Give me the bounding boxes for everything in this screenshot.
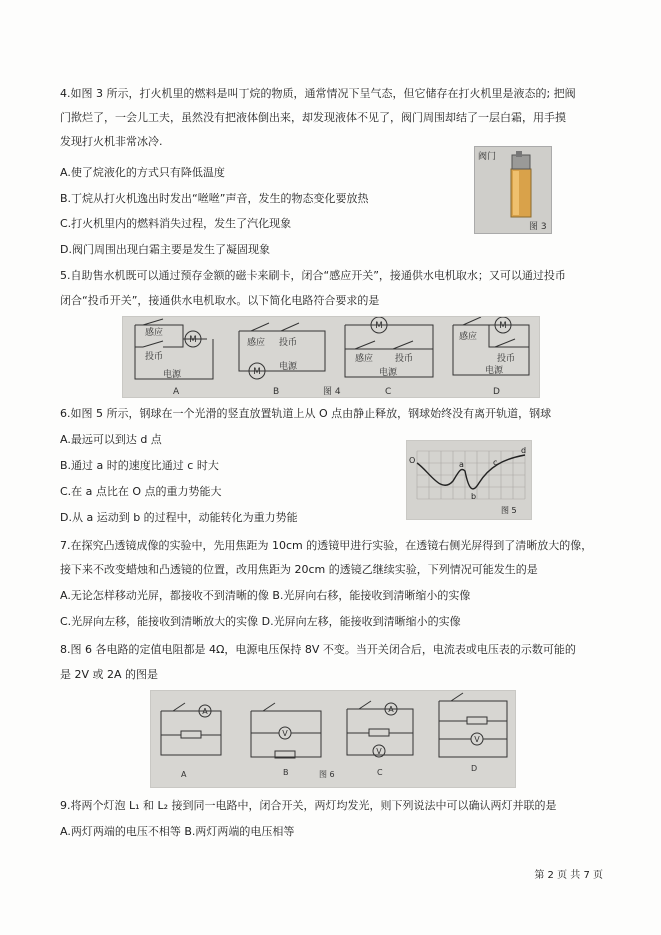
figure-3-caption: 图 3 [529,222,547,232]
voltmeter-b: V [282,729,288,738]
q6-option-d: D.从 a 运动到 b 的过程中，动能转化为重力势能 [60,511,298,524]
figure-5-caption: 图 5 [501,506,517,515]
point-a: a [459,460,464,469]
ammeter-c: A [388,705,394,714]
q9-options-line-1: A.两灯两端的电压不相等 B.两灯两端的电压相等 [60,825,295,838]
q8-stem-line-2: 是 2V 或 2A 的图是 [60,668,159,681]
figure-3-valve-label: 阀门 [478,152,497,162]
q4-option-a: A.使了烷液化的方式只有降低温度 [60,166,225,179]
figure-6-label-c: C [377,768,383,777]
switch-sense-c: 感应 [355,354,374,364]
q4-stem-line-2: 门揿烂了，一会儿工夫，虽然没有把液体倒出来，却发现液体不见了，阀门周围却结了一层白霜，用手摸 [60,111,566,124]
figure-4-caption: 图 4 [323,387,341,397]
q6-stem: 6.如图 5 所示，钢球在一个光滑的竖直放置轨道上从 O 点由静止释放，钢球始终没有离开轨道，钢球 [60,407,552,420]
switch-sense-d: 感应 [459,332,478,342]
figure-3-photo [474,146,552,234]
q4-stem-line-3: 发现打火机非常冰冷. [60,135,163,148]
q6-option-a: A.最远可以到达 d 点 [60,433,162,446]
point-o: O [409,456,416,465]
q6-option-b: B.通过 a 时的速度比通过 c 时大 [60,459,219,472]
motor-b: M [253,367,261,377]
switch-coin-a: 投币 [145,352,164,362]
figure-6-label-d: D [471,764,478,773]
figure-4-circuits [123,317,539,397]
figure-4 [122,316,540,398]
figure-6 [150,690,516,788]
q5-stem-line-1: 5.自助售水机既可以通过预存金额的磁卡来刷卡，闭合“感应开关”，接通供水电机取水；又可以通过投币 [60,269,566,282]
figure-6-caption: 图 6 [319,770,335,779]
figure-5-track [407,441,531,519]
page-number: 第 2 页 共 7 页 [534,870,603,881]
power-c: 电源 [379,368,398,378]
q4-option-d: D.阀门周围出现白霜主要是发生了凝固现象 [60,243,270,256]
q6-option-c: C.在 a 点比在 O 点的重力势能大 [60,485,222,498]
q7-options-line-1: A.无论怎样移动光屏，都接收不到清晰的像 B.光屏向右移，能接收到清晰缩小的实像 [60,589,471,602]
q8-stem-line-1: 8.图 6 各电路的定值电阻都是 4Ω，电源电压保持 8V 不变。当开关闭合后，电流表或电压表的示数可能的 [60,643,576,656]
point-d: d [521,446,527,455]
switch-coin-b: 投币 [279,338,298,348]
voltmeter-c: V [376,747,382,756]
figure-6-label-a: A [181,770,187,779]
figure-5 [406,440,532,520]
q5-stem-line-2: 闭合“投币开关”，接通供水电机取水。以下简化电路符合要求的是 [60,294,380,307]
q7-options-line-2: C.光屏向左移，能接收到清晰放大的实像 D.光屏向左移，能接收到清晰缩小的实像 [60,615,461,628]
q7-stem-line-2: 接下来不改变蜡烛和凸透镜的位置，改用焦距为 20cm 的透镜乙继续实验，下列情况可能发生的是 [60,563,538,576]
q4-option-c: C.打火机里内的燃料消失过程，发生了汽化现象 [60,217,292,230]
voltmeter-d: V [474,735,480,744]
figure-4-label-a: A [173,387,180,397]
q4-stem-line-1: 4.如图 3 所示，打火机里的燃料是叫丁烷的物质，通常情况下呈气态，但它储存在打火机里是液态的; 把阀 [60,87,576,100]
figure-6-circuits [151,691,515,787]
figure-4-label-d: D [493,387,500,397]
motor-d: M [499,321,507,331]
figure-4-label-c: C [385,387,392,397]
q4-option-b: B.丁烷从打火机逸出时发出“咝咝”声音，发生的物态变化要放热 [60,192,369,205]
motor-a: M [189,335,197,345]
switch-sense-b: 感应 [247,338,266,348]
power-d: 电源 [485,366,504,376]
power-b: 电源 [279,362,298,372]
power-a: 电源 [163,370,182,380]
point-c: c [493,458,498,467]
figure-4-label-b: B [273,387,280,397]
switch-coin-d: 投币 [497,354,516,364]
switch-coin-c: 投币 [395,354,414,364]
q9-stem: 9.将两个灯泡 L₁ 和 L₂ 接到同一电路中，闭合开关，两灯均发光，则下列说法中可以确认两灯并联的是 [60,799,557,812]
q7-stem-line-1: 7.在探究凸透镜成像的实验中，先用焦距为 10cm 的透镜甲进行实验，在透镜右侧光屏得到了清晰放大的像， [60,539,593,552]
figure-6-label-b: B [283,768,289,777]
point-b: b [471,492,477,501]
motor-c: M [375,321,383,331]
ammeter-a: A [202,707,208,716]
switch-sense-a: 感应 [145,328,164,338]
